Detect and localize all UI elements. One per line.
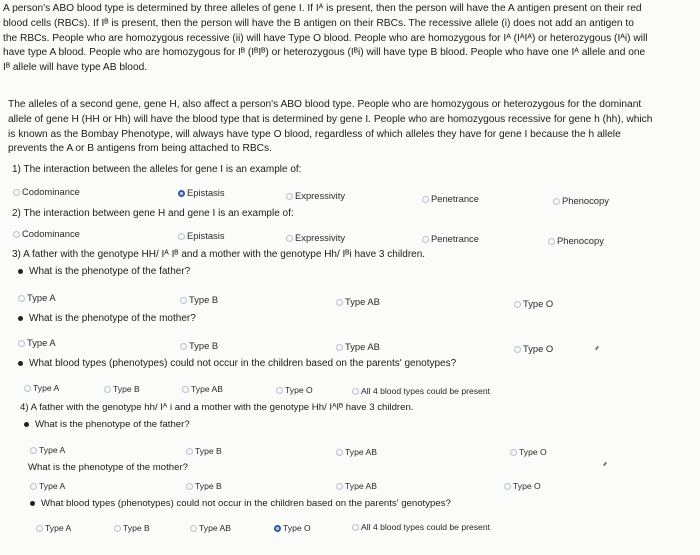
q4-mother-question: What is the phenotype of the mother?	[28, 462, 188, 473]
q1-option-expressivity[interactable]: Expressivity	[286, 190, 345, 201]
q4c-option-type-o[interactable]: Type O	[274, 523, 311, 533]
radio-icon[interactable]	[352, 388, 359, 395]
q1-option-codominance[interactable]: Codominance	[13, 186, 80, 197]
gene-h-line: allele of gene H (HH or Hh) will have the blood type that is determined by gene I. People who are homozygous recessive for gene h (hh), which	[8, 113, 653, 125]
radio-icon[interactable]	[18, 340, 25, 347]
scan-mark	[603, 462, 607, 466]
radio-icon[interactable]	[30, 483, 37, 490]
q3b-option-type-ab[interactable]: Type AB	[336, 341, 380, 352]
radio-icon[interactable]	[276, 387, 283, 394]
question-2-text: 2) The interaction between gene H and gene I is an example of:	[12, 208, 294, 219]
q3c-option-type-ab[interactable]: Type AB	[182, 384, 223, 394]
q4c-option-type-b[interactable]: Type B	[114, 523, 150, 533]
question-3-text: 3) A father with the genotype HH/ Iᴬ Iᴮ and a mother with the genotype Hh/ Iᴮi have 3 children.	[12, 249, 426, 260]
q3b-option-type-o[interactable]: Type O	[514, 343, 553, 354]
q3c-option-all-four[interactable]: All 4 blood types could be present	[352, 386, 490, 396]
q3-mother-question: What is the phenotype of the mother?	[18, 313, 196, 324]
q4b-option-type-a[interactable]: Type A	[30, 481, 65, 491]
q1-option-penetrance[interactable]: Penetrance	[422, 193, 479, 204]
q3a-option-type-b[interactable]: Type B	[180, 294, 218, 305]
radio-icon[interactable]	[180, 297, 187, 304]
q3-father-question: What is the phenotype of the father?	[18, 266, 190, 277]
radio-icon[interactable]	[190, 525, 197, 532]
q3b-option-type-b[interactable]: Type B	[180, 340, 218, 351]
radio-icon[interactable]	[18, 295, 25, 302]
radio-icon[interactable]	[422, 236, 429, 243]
q2-option-penetrance[interactable]: Penetrance	[422, 233, 479, 244]
radio-icon[interactable]	[13, 189, 20, 196]
gene-h-line: is known as the Bombay Phenotype, will always have type O blood, regardless of which alleles they have for gene I because the h allele	[8, 128, 621, 140]
q2-option-phenocopy[interactable]: Phenocopy	[548, 235, 604, 246]
radio-icon[interactable]	[286, 235, 293, 242]
q3b-option-type-a[interactable]: Type A	[18, 337, 56, 348]
radio-icon[interactable]	[180, 343, 187, 350]
intro-line: the RBCs. People who are homozygous recessive (ii) will have Type O blood. People who are homozygous for Iᴬ (IᴬIᴬ) or heterozygous (Iᴬi) will	[3, 32, 648, 44]
gene-h-line: prevents the A or B antigens from being attached to RBCs.	[8, 143, 272, 155]
intro-line: have type A blood. People who are homozygous for Iᴮ (IᴮIᴮ) or heterozygous (Iᴮi) will have type B blood. People who have one Iᴬ allele and one	[3, 47, 646, 59]
q4c-option-all-four[interactable]: All 4 blood types could be present	[352, 522, 490, 532]
radio-icon[interactable]	[422, 196, 429, 203]
q3c-option-type-b[interactable]: Type B	[104, 384, 140, 394]
q3a-option-type-a[interactable]: Type A	[18, 292, 56, 303]
q2-option-expressivity[interactable]: Expressivity	[286, 232, 345, 243]
radio-icon[interactable]	[510, 449, 517, 456]
q4c-option-type-a[interactable]: Type A	[36, 523, 71, 533]
radio-icon[interactable]	[104, 386, 111, 393]
q4-father-question: What is the phenotype of the father?	[24, 419, 190, 430]
intro-line: blood cells (RBCs). If Iᴮ is present, then the person will have the B antigen on their RBCs. The recessive allele (i) does not add an antigen to	[3, 17, 634, 29]
radio-icon[interactable]	[553, 198, 560, 205]
radio-icon[interactable]	[504, 483, 511, 490]
q4c-option-type-ab[interactable]: Type AB	[190, 523, 231, 533]
q4b-option-type-ab[interactable]: Type AB	[336, 481, 377, 491]
scan-mark	[595, 346, 599, 350]
radio-icon[interactable]	[336, 449, 343, 456]
q2-option-epistasis[interactable]: Epistasis	[178, 230, 225, 241]
radio-icon[interactable]	[186, 483, 193, 490]
q3a-option-type-ab[interactable]: Type AB	[336, 296, 380, 307]
radio-icon[interactable]	[24, 385, 31, 392]
radio-icon[interactable]	[36, 525, 43, 532]
q4a-option-type-ab[interactable]: Type AB	[336, 447, 377, 457]
q3-children-question: What blood types (phenotypes) could not occur in the children based on the parents' genotypes?	[18, 358, 456, 369]
q3a-option-type-o[interactable]: Type O	[514, 298, 553, 309]
radio-icon[interactable]	[336, 299, 343, 306]
radio-icon[interactable]	[514, 301, 521, 308]
q4a-option-type-b[interactable]: Type B	[186, 446, 222, 456]
intro-paragraph	[3, 2, 648, 76]
radio-icon[interactable]	[514, 346, 521, 353]
radio-icon[interactable]	[186, 448, 193, 455]
radio-icon[interactable]	[30, 447, 37, 454]
q4a-option-type-o[interactable]: Type O	[510, 447, 547, 457]
radio-icon[interactable]	[178, 233, 185, 240]
q1-option-phenocopy[interactable]: Phenocopy	[553, 195, 609, 206]
radio-selected-icon[interactable]	[178, 190, 185, 197]
radio-icon[interactable]	[182, 386, 189, 393]
q3c-option-type-o[interactable]: Type O	[276, 385, 313, 395]
radio-icon[interactable]	[286, 193, 293, 200]
q4b-option-type-b[interactable]: Type B	[186, 481, 222, 491]
radio-icon[interactable]	[352, 524, 359, 531]
radio-icon[interactable]	[336, 344, 343, 351]
radio-icon[interactable]	[548, 238, 555, 245]
question-4-text: 4) A father with the genotype hh/ Iᴬ i and a mother with the genotype Hh/ IᴬIᴮ have 3 children.	[20, 402, 414, 413]
q4-children-question: What blood types (phenotypes) could not occur in the children based on the parents' genotypes?	[30, 498, 451, 509]
q1-option-epistasis[interactable]: Epistasis	[178, 187, 225, 198]
q4a-option-type-a[interactable]: Type A	[30, 445, 65, 455]
question-1-text: 1) The interaction between the alleles for gene I is an example of:	[12, 164, 302, 175]
gene-h-line: The alleles of a second gene, gene H, also affect a person's ABO blood type. People who are homozygous or heterozygous for the dominant	[8, 99, 642, 110]
radio-icon[interactable]	[114, 525, 121, 532]
gene-h-paragraph	[8, 98, 652, 157]
intro-line: A person's ABO blood type is determined by three alleles of gene I. If Iᴬ is present, then the person will have the A antigen present on their red	[3, 3, 642, 14]
q2-option-codominance[interactable]: Codominance	[13, 228, 80, 239]
radio-icon[interactable]	[13, 231, 20, 238]
q4b-option-type-o[interactable]: Type O	[504, 481, 541, 491]
intro-line: Iᴮ allele will have type AB blood.	[3, 62, 148, 74]
q3c-option-type-a[interactable]: Type A	[24, 383, 59, 393]
radio-icon[interactable]	[336, 483, 343, 490]
radio-selected-icon[interactable]	[274, 525, 281, 532]
